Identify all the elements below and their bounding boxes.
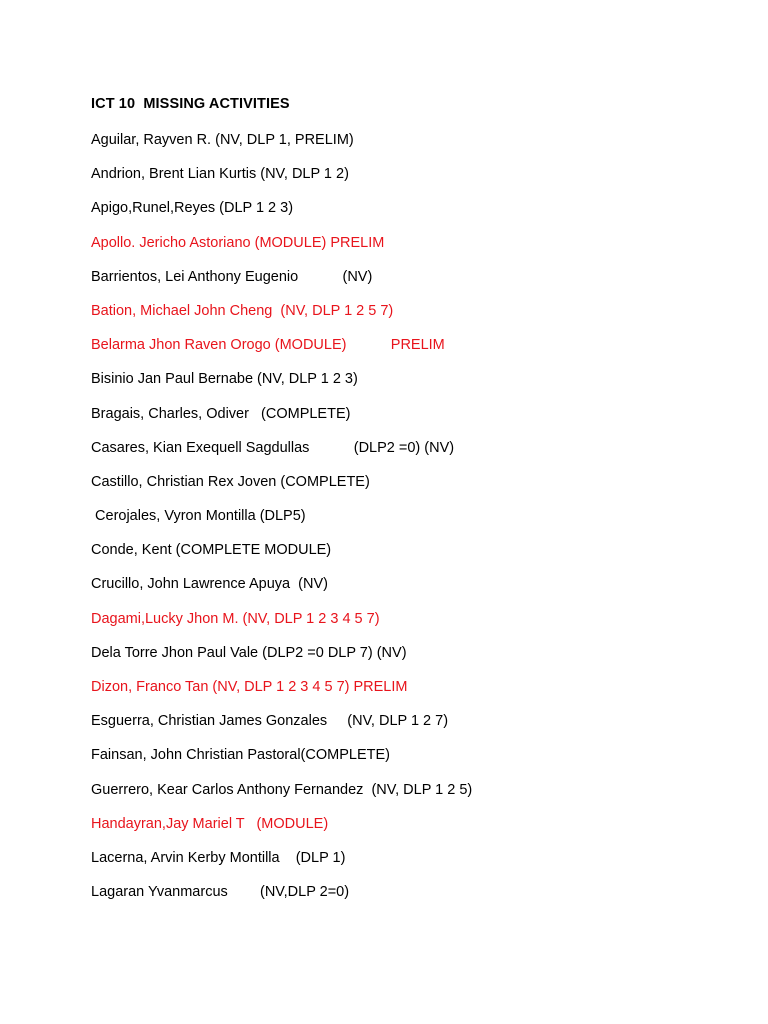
list-item: Crucillo, John Lawrence Apuya (NV) <box>91 576 328 593</box>
student-list <box>91 130 472 916</box>
list-item: Bation, Michael John Cheng (NV, DLP 1 2 5 7) <box>91 302 394 319</box>
list-item: Aguilar, Rayven R. (NV, DLP 1, PRELIM) <box>91 132 354 148</box>
list-item: Cerojales, Vyron Montilla (DLP5) <box>91 508 306 525</box>
list-item: Handayran,Jay Mariel T (MODULE) <box>91 815 329 832</box>
document-title: ICT 10 MISSING ACTIVITIES <box>91 96 290 112</box>
list-item: Bragais, Charles, Odiver (COMPLETE) <box>91 405 351 422</box>
list-item: Dizon, Franco Tan (NV, DLP 1 2 3 4 5 7) PRELIM <box>91 679 408 695</box>
list-item: Barrientos, Lei Anthony Eugenio (NV) <box>91 268 373 285</box>
list-item: Conde, Kent (COMPLETE MODULE) <box>91 542 332 559</box>
list-item: Esguerra, Christian James Gonzales (NV, DLP 1 2 7) <box>91 713 449 730</box>
list-item: Dela Torre Jhon Paul Vale (DLP2 =0 DLP 7) (NV) <box>91 644 407 661</box>
list-item: Castillo, Christian Rex Joven (COMPLETE) <box>91 473 370 490</box>
list-item: Lacerna, Arvin Kerby Montilla (DLP 1) <box>91 849 346 866</box>
list-item: Dagami,Lucky Jhon M. (NV, DLP 1 2 3 4 5 7) <box>91 610 380 627</box>
list-item: Apollo. Jericho Astoriano (MODULE) PRELIM <box>91 234 385 251</box>
list-item: Casares, Kian Exequell Sagdullas (DLP2 =0) (NV) <box>91 439 455 456</box>
list-item: Bisinio Jan Paul Bernabe (NV, DLP 1 2 3) <box>91 371 358 388</box>
list-item: Lagaran Yvanmarcus (NV,DLP 2=0) <box>91 884 350 901</box>
list-item: Fainsan, John Christian Pastoral(COMPLETE) <box>91 747 390 764</box>
list-item: Apigo,Runel,Reyes (DLP 1 2 3) <box>91 200 294 217</box>
list-item: Belarma Jhon Raven Orogo (MODULE) PRELIM <box>91 337 445 354</box>
list-item: Guerrero, Kear Carlos Anthony Fernandez (NV, DLP 1 2 5) <box>91 781 473 798</box>
list-item: Andrion, Brent Lian Kurtis (NV, DLP 1 2) <box>91 166 349 183</box>
